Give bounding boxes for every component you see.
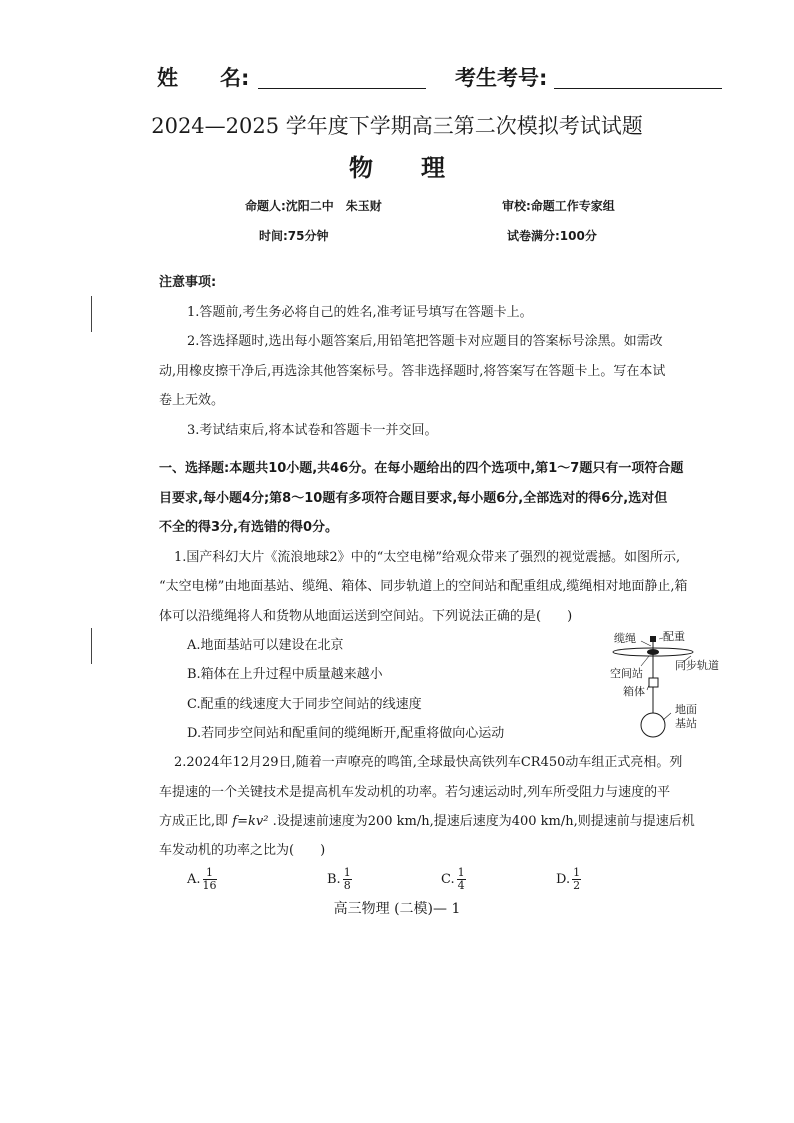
option-d: D.若同步空间站和配重间的缆绳断开,配重将做向心运动	[187, 726, 505, 741]
question-2-text: 车提速的一个关键技术是提高机车发动机的功率。若匀速运动时,列车所受阻力与速度的平	[159, 785, 671, 800]
question-1-text: 1.国产科幻大片《流浪地球2》中的“太空电梯”给观众带来了强烈的视觉震撼。如图所示,	[174, 550, 681, 565]
label-ground: 地面	[675, 703, 697, 716]
margin-mark	[91, 628, 92, 664]
total-score: 试卷满分:100分	[507, 229, 597, 243]
exam-number-label: 考生考号:	[455, 66, 548, 90]
subject-title: 物 理	[349, 154, 445, 182]
section-instructions: 一、选择题:本题共10小题,共46分。在每小题给出的四个选项中,第1～7题只有一项符合题	[159, 461, 684, 476]
exam-title: 2024—2025 学年度下学期高三第二次模拟考试试题	[151, 114, 643, 138]
exam-time: 时间:75分钟	[259, 229, 329, 243]
question-1-text: 体可以沿缆绳将人和货物从地面运送到空间站。下列说法正确的是( )	[159, 609, 573, 624]
label-orbit: 同步轨道	[675, 659, 719, 672]
label-cable: 缆绳	[614, 632, 636, 645]
section-instructions: 目要求,每小题4分;第8～10题有多项符合题目要求,每小题6分,全部选对的得6分,选对但	[159, 491, 668, 506]
earth	[641, 713, 665, 737]
note-item: 卷上无效。	[159, 393, 225, 408]
note-item: 2.答选择题时,选出每小题答案后,用铅笔把答题卡对应题目的答案标号涂黑。如需改	[187, 334, 663, 349]
margin-mark	[91, 296, 92, 332]
q2-option-b: B. $\frac{1}{8}$	[327, 866, 351, 892]
page-footer: 高三物理 (二模)— 1	[333, 901, 461, 917]
question-2-text: 车发动机的功率之比为( )	[159, 843, 326, 858]
space-station	[647, 649, 659, 655]
option-a: A.地面基站可以建设在北京	[187, 638, 344, 653]
question-2-text	[159, 815, 695, 829]
note-item: 动,用橡皮擦干净后,再选涂其他答案标号。答非选择题时,将答案写在答题卡上。写在本试	[159, 364, 666, 379]
question-2-text: 2.2024年12月29日,随着一声嘹亮的鸣笛,全球最快高铁列车CR450动车组正式亮相。列	[174, 755, 683, 770]
option-b: B.箱体在上升过程中质量越来越小	[187, 667, 383, 682]
note-item: 1.答题前,考生务必将自己的姓名,准考证号填写在答题卡上。	[187, 305, 533, 320]
exam-number-field[interactable]	[554, 88, 722, 89]
label-space-station: 空间站	[610, 667, 643, 680]
q2-option-d: D. $\frac{1}{2}$	[556, 866, 581, 892]
q2-formula: f=kv²	[232, 814, 269, 829]
label-station: 基站	[675, 717, 697, 730]
name-field[interactable]	[258, 88, 426, 89]
q2-text-b: .设提速前速度为200 km/h,提速后速度为400 km/h,则提速前与提速后机	[272, 814, 695, 829]
section-instructions: 不全的得3分,有选错的得0分。	[159, 520, 339, 535]
counterweight	[650, 636, 656, 642]
option-c: C.配重的线速度大于同步空间站的线速度	[187, 697, 422, 712]
notes-heading: 注意事项:	[159, 275, 217, 290]
author: 命题人:沈阳二中 朱玉财	[245, 199, 382, 213]
q2-option-a: A. $\frac{1}{16}$	[187, 866, 217, 892]
name-label: 姓 名:	[157, 66, 250, 90]
q2-option-c: C. $\frac{1}{4}$	[441, 866, 465, 892]
question-1-text: “太空电梯”由地面基站、缆绳、箱体、同步轨道上的空间站和配重组成,缆绳相对地面静止,箱	[159, 579, 688, 594]
note-item: 3.考试结束后,将本试卷和答题卡一并交回。	[187, 423, 438, 438]
q2-text-a: 方成正比,即	[159, 814, 229, 829]
label-box: 箱体	[623, 685, 645, 698]
elevator-box	[649, 678, 658, 687]
label-counterweight: 配重	[663, 630, 685, 643]
space-elevator-diagram	[605, 628, 740, 743]
reviewer: 审校:命题工作专家组	[502, 199, 615, 213]
